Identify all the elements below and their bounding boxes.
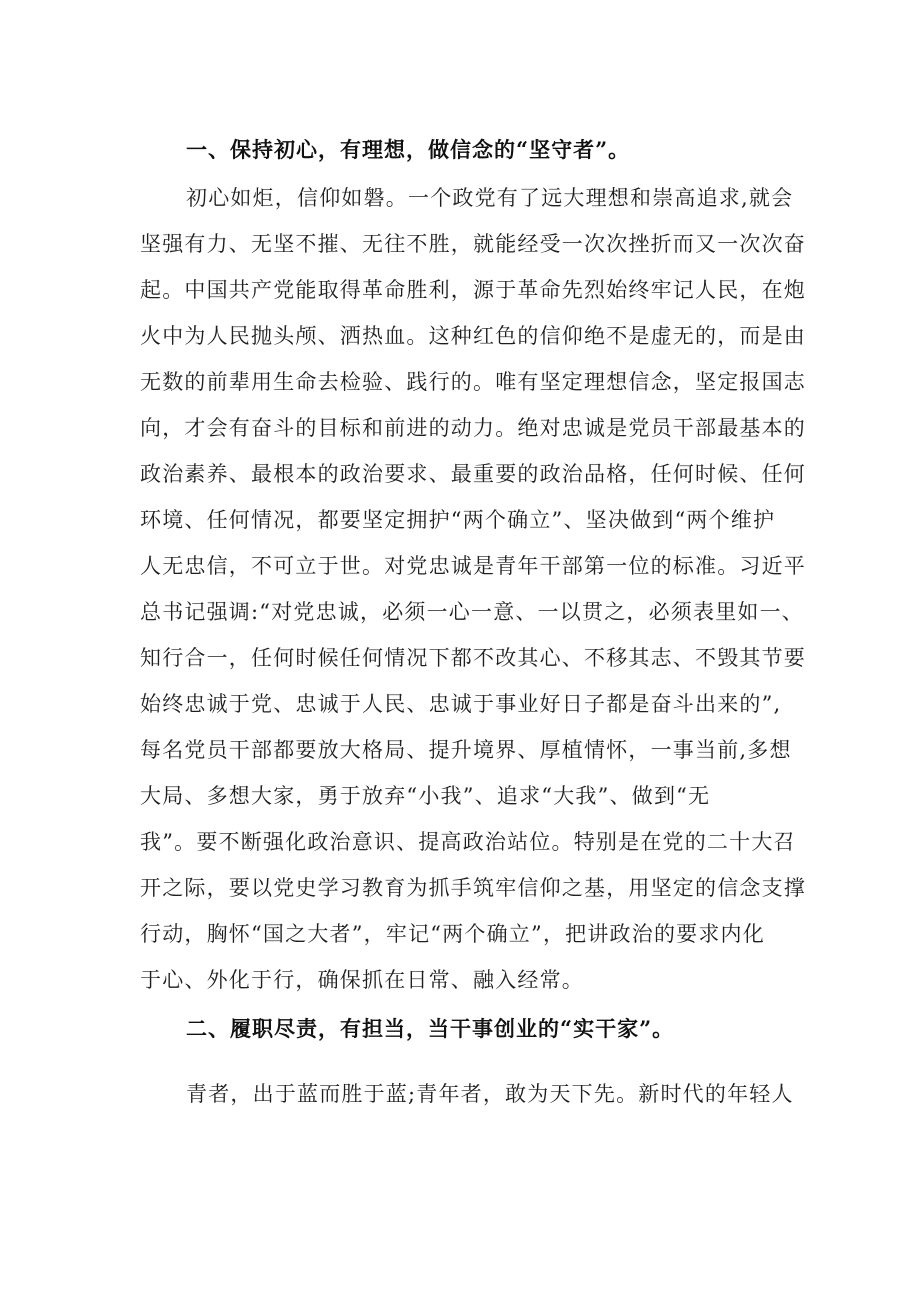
- section-heading-2: 二、履职尽责，有担当，当干事创业的“实干家”。: [186, 1016, 675, 1041]
- paragraph-line: 我”。要不断强化政治意识、提高政治站位。特别是在党的二十大召: [140, 830, 796, 854]
- paragraph-line: 青者，出于蓝而胜于蓝;青年者，敢为天下先。新时代的年轻人: [186, 1082, 794, 1106]
- paragraph-line: 于心、外化于行，确保抓在日常、融入经常。: [140, 968, 584, 992]
- paragraph-line: 知行合一，任何时候任何情况下都不改其心、不移其志、不毁其节要: [140, 646, 806, 670]
- paragraph-line: 起。中国共产党能取得革命胜利，源于革命先烈始终牢记人民，在炮: [140, 278, 806, 302]
- paragraph-line: 火中为人民抛头颅、洒热血。这种红色的信仰绝不是虚无的，而是由: [140, 324, 806, 348]
- paragraph-line: 人无忠信，不可立于世。对党忠诚是青年干部第一位的标准。习近平: [140, 554, 806, 578]
- paragraph-line: 始终忠诚于党、忠诚于人民、忠诚于事业好日子都是奋斗出来的”,: [140, 692, 782, 716]
- paragraph-line: 坚强有力、无坚不摧、无往不胜，就能经受一次次挫折而又一次次奋: [140, 232, 806, 256]
- paragraph-line: 向，才会有奋斗的目标和前进的动力。绝对忠诚是党员干部最基本的: [140, 416, 806, 440]
- paragraph-line: 政治素养、最根本的政治要求、最重要的政治品格，任何时候、任何: [140, 462, 806, 486]
- paragraph-line: 总书记强调:“对党忠诚，必须一心一意、一以贯之，必须表里如一、: [140, 600, 805, 624]
- section-heading-1: 一、保持初心，有理想，做信念的“坚守者”。: [186, 137, 631, 162]
- paragraph-line: 行动，胸怀“国之大者”，牢记“两个确立”，把讲政治的要求内化: [140, 922, 765, 946]
- paragraph-line: 无数的前辈用生命去检验、践行的。唯有坚定理想信念，坚定报国志: [140, 370, 806, 394]
- paragraph-line: 开之际，要以党史学习教育为抓手筑牢信仰之基，用坚定的信念支撑: [140, 876, 806, 900]
- paragraph-line: 大局、多想大家，勇于放弃“小我”、追求“大我”、做到“无: [140, 784, 711, 808]
- paragraph-line: 环境、任何情况，都要坚定拥护“两个确立”、坚决做到“两个维护: [140, 508, 776, 532]
- paragraph-line: 每名党员干部都要放大格局、提升境界、厚植情怀，一事当前,多想: [140, 738, 792, 762]
- paragraph-line: 初心如炬，信仰如磐。一个政党有了远大理想和崇高追求,就会: [186, 186, 794, 210]
